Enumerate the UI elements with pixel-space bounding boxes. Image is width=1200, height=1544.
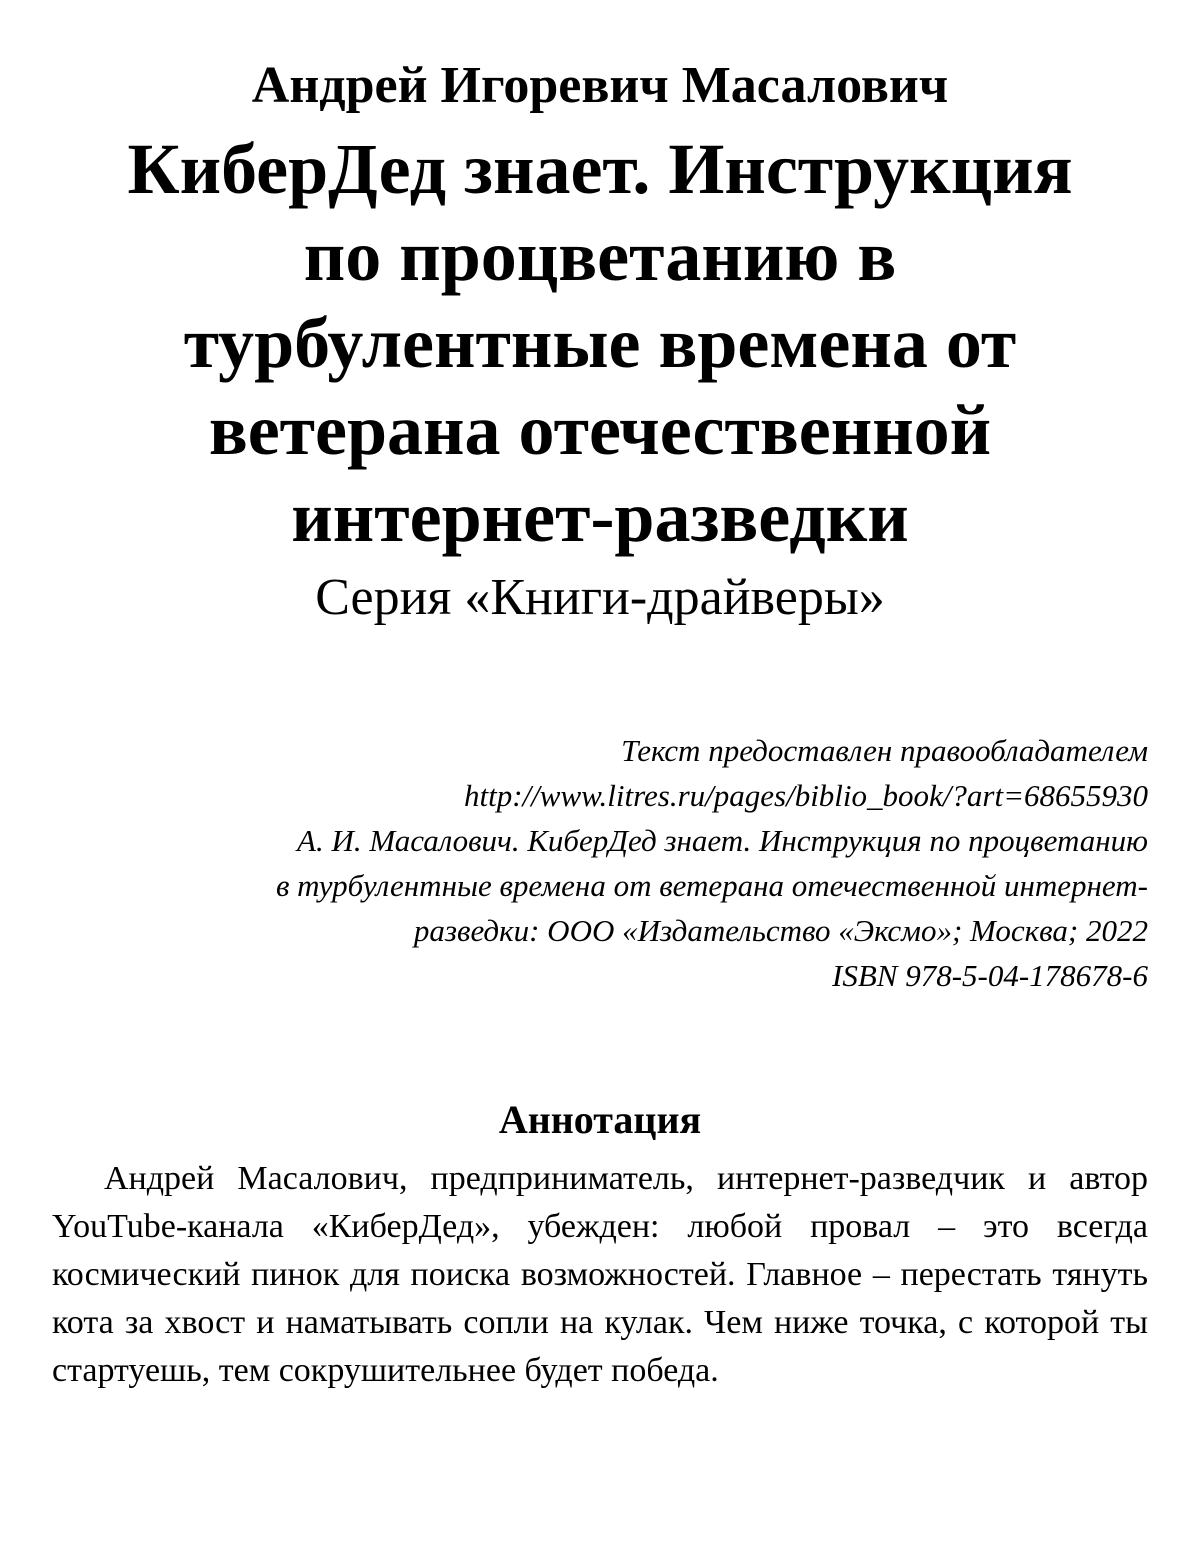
- rights-holder-note: Текст предоставлен правообладателем: [621, 733, 1148, 768]
- citation-line: в турбулентные времена от ветерана отечественной интернет-: [275, 868, 1148, 903]
- citation-line: А. И. Масалович. КиберДед знает. Инструкция по процветанию: [297, 823, 1148, 858]
- book-author: Андрей Игоревич Масалович: [251, 57, 949, 114]
- book-title: КиберДед знает. Инструкция по процветанию в турбулентные времена от ветерана отечественной интернет-разведки: [127, 129, 1073, 557]
- annotation-heading: Аннотация: [498, 1097, 702, 1142]
- annotation-text: Андрей Масалович, предприниматель, интернет-разведчик и автор YouTube-канала «КиберДед», убежден: любой провал – это всегда космический пинок для поиска возможностей. Главное – перестать тянуть кота за хвост и наматывать сопли на кулак. Чем ниже точка, с которой ты стартуешь, тем сокрушительнее будет победа.: [52, 1160, 1148, 1389]
- publication-credits: [140, 728, 1148, 998]
- isbn-number: ISBN 978-5-04-178678-6: [832, 958, 1148, 993]
- source-link[interactable]: http://www.litres.ru/pages/biblio_book/?art=68655930: [464, 778, 1148, 813]
- book-series: Серия «Книги-драйверы»: [315, 569, 885, 626]
- citation-line: разведки: ООО «Издательство «Эксмо»; Москва; 2022: [413, 913, 1148, 948]
